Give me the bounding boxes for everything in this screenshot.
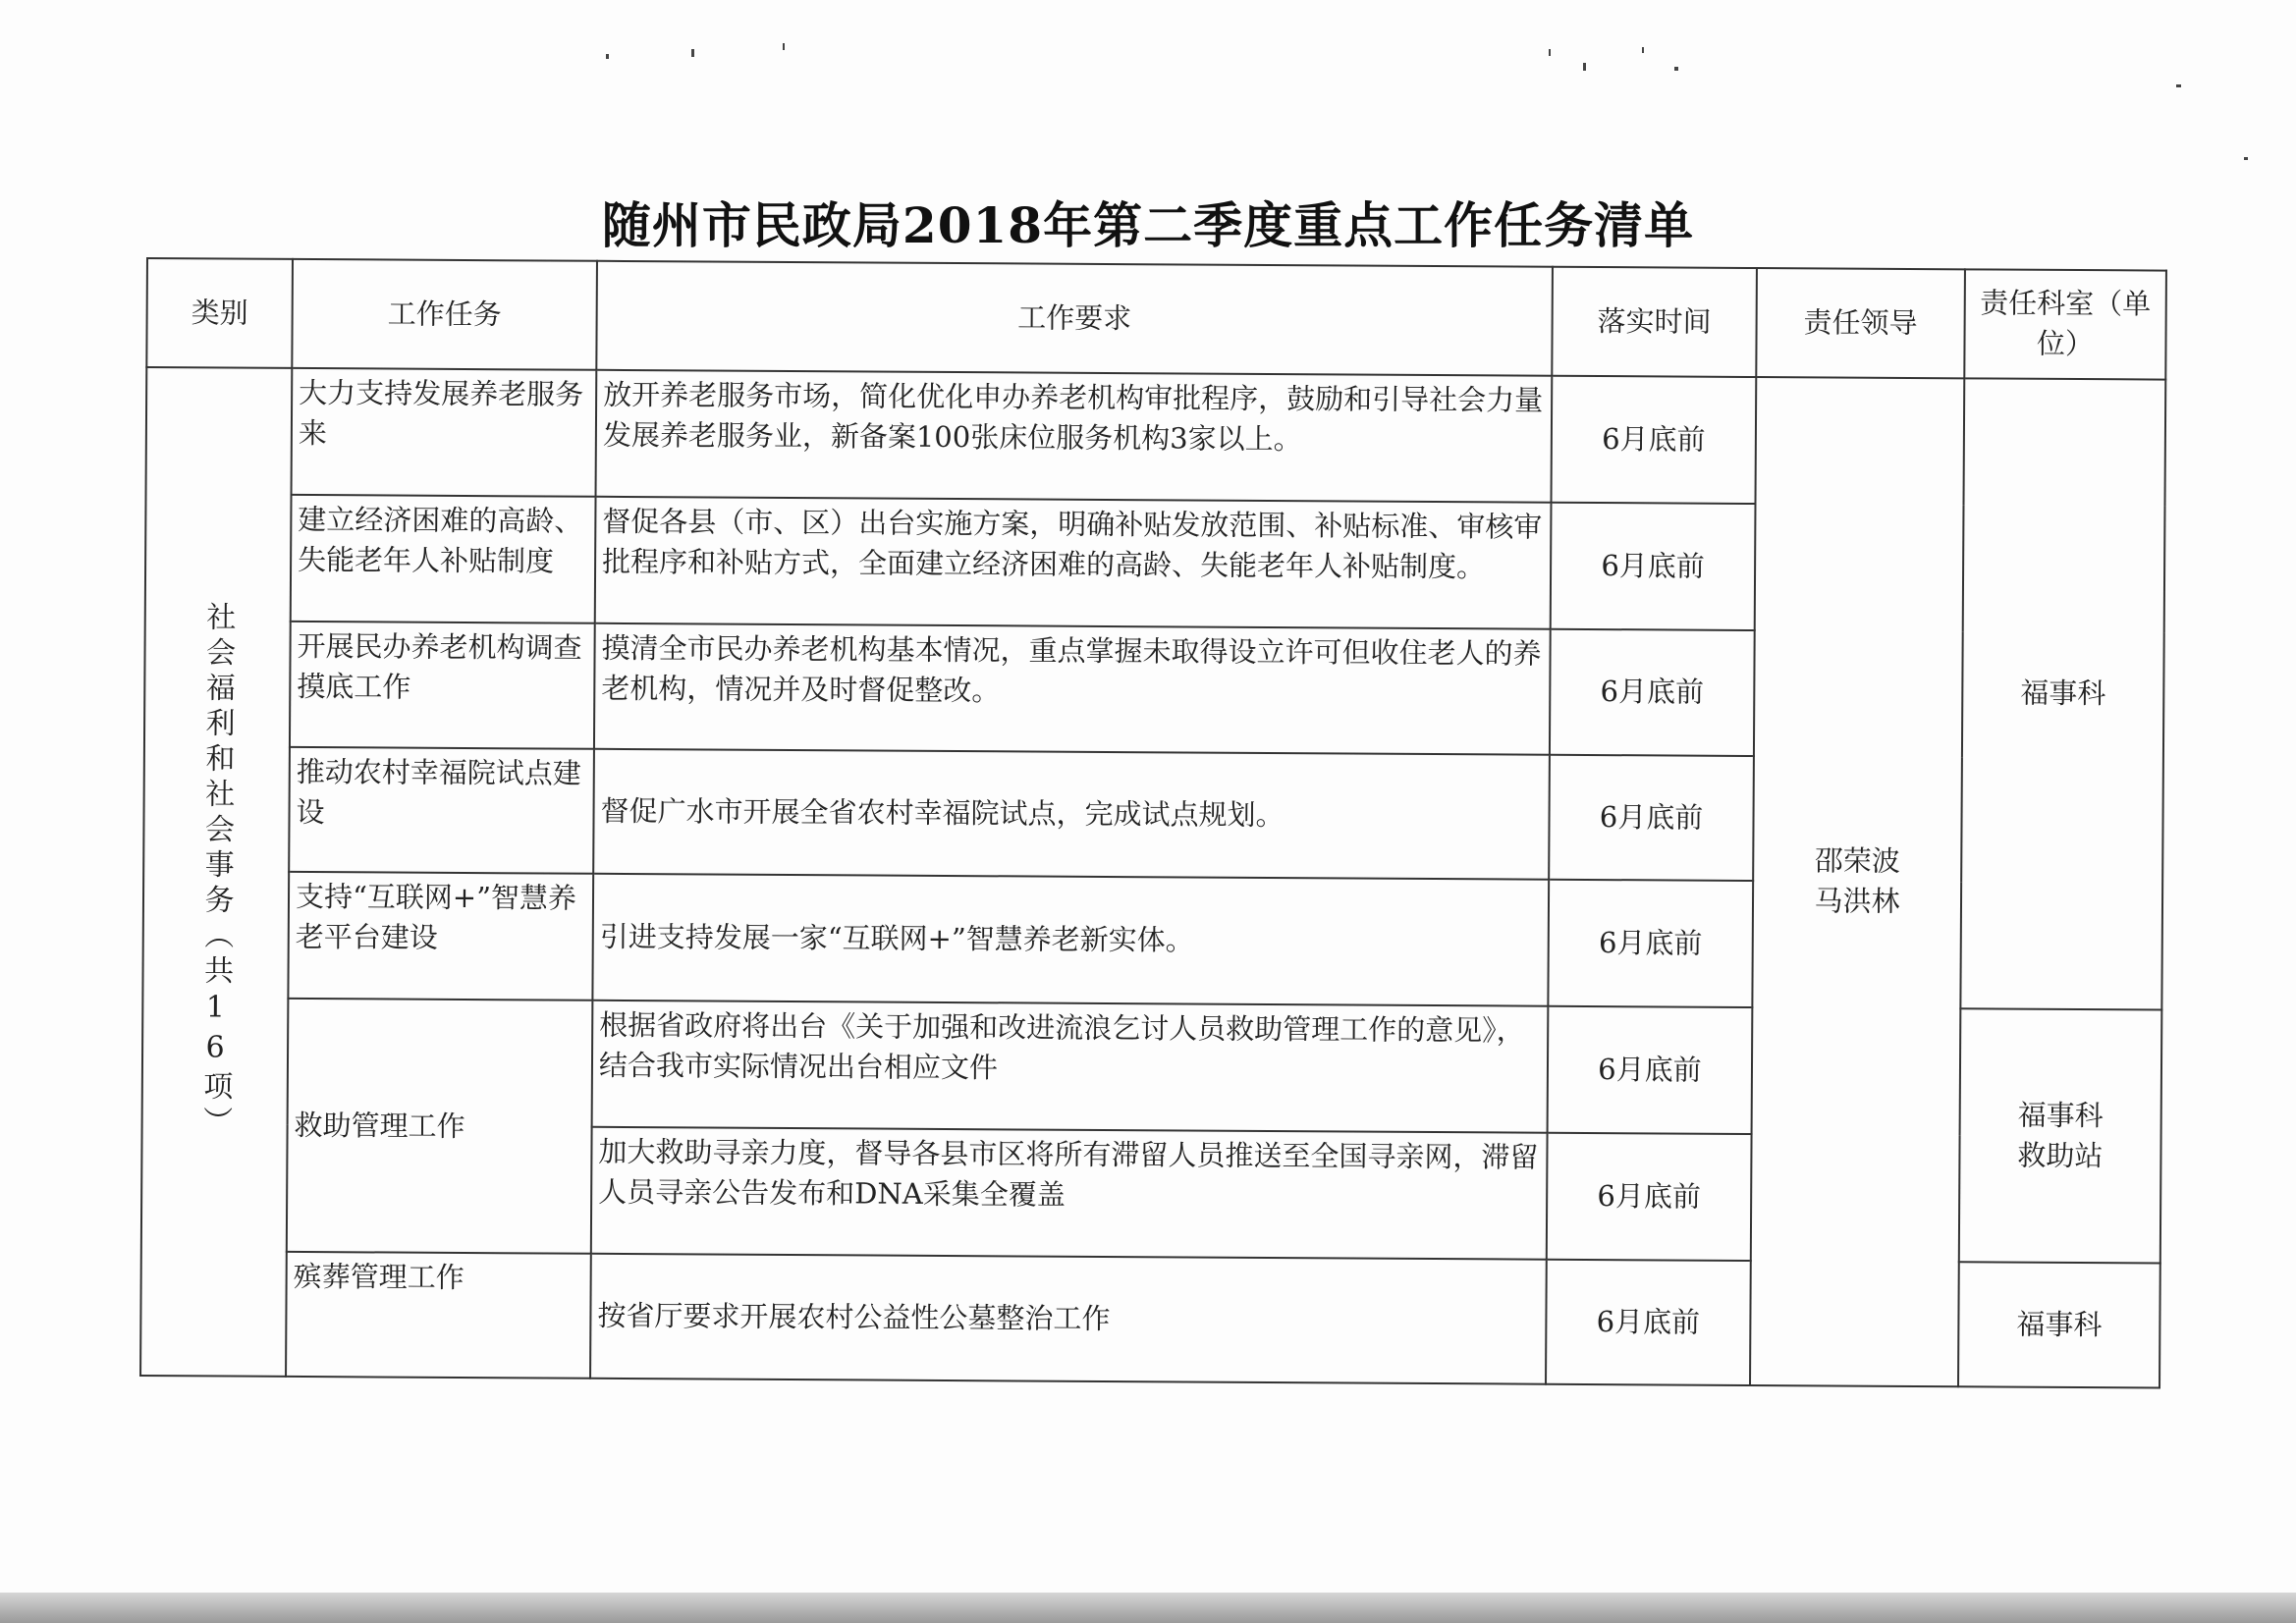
scan-speck <box>1549 49 1551 56</box>
table-header-row <box>146 258 2166 379</box>
deadline-cell: 6月底前 <box>1549 755 1754 881</box>
table-row <box>146 367 2166 506</box>
page-title: 随州市民政局2018年第二季度重点工作任务清单 <box>601 196 1695 254</box>
scan-speck <box>1642 47 1644 53</box>
department-cell-funeral <box>1958 1262 2160 1387</box>
scan-speck <box>2176 84 2181 87</box>
scan-speck <box>606 54 609 59</box>
deadline-cell: 6月底前 <box>1547 1133 1752 1261</box>
task-cell: 建立经济困难的高龄、失能老年人补贴制度 <box>291 495 596 623</box>
requirement-cell: 根据省政府将出台《关于加强和改进流浪乞讨人员救助管理工作的意见》，结合我市实际情况出台相应文件 <box>592 1001 1549 1133</box>
deadline-cell: 6月底前 <box>1546 1260 1751 1385</box>
task-cell: 救助管理工作 <box>287 999 593 1254</box>
deadline-cell: 6月底前 <box>1548 880 1753 1007</box>
leader-names: 邵荣波 马洪林 <box>1814 843 1900 919</box>
requirement-cell: 加大救助寻亲力度，督导各县市区将所有滞留人员推送至全国寻亲网，滞留人员寻亲公告发布和DNA采集全覆盖 <box>591 1127 1548 1260</box>
header-requirement: 工作要求 <box>596 261 1553 376</box>
requirement-cell: 摸清全市民办养老机构基本情况，重点掌握未取得设立许可但收住老人的养老机构，情况并及时督促整改。 <box>594 622 1551 755</box>
requirement-cell: 按省厅要求开展农村公益性公墓整治工作 <box>590 1254 1547 1384</box>
scan-speck <box>1674 67 1678 71</box>
requirement-cell: 引进支持发展一家“互联网+”智慧养老新实体。 <box>592 874 1549 1006</box>
task-cell: 殡葬管理工作 <box>286 1252 591 1379</box>
task-cell: 大力支持发展养老服务来 <box>292 368 597 497</box>
task-cell: 开展民办养老机构调查摸底工作 <box>290 621 595 749</box>
deadline-cell: 6月底前 <box>1552 376 1757 504</box>
requirement-cell: 放开养老服务市场，简化优化申办养老机构审批程序，鼓励和引导社会力量发展养老服务业，新备案100张床位服务机构3家以上。 <box>596 370 1553 503</box>
department-welfare: 福事科 <box>2020 676 2106 711</box>
header-category: 类别 <box>146 258 293 368</box>
header-department: 责任科室（单位） <box>1964 269 2166 379</box>
scan-speck <box>783 43 785 50</box>
deadline-cell: 6月底前 <box>1551 502 1756 629</box>
department-relief: 福事科 救助站 <box>2017 1098 2104 1173</box>
requirement-cell: 督促各县（市、区）出台实施方案，明确补贴发放范围、补贴标准、审核审批程序和补贴方式，全面建立经济困难的高龄、失能老年人补贴制度。 <box>595 496 1552 628</box>
scan-speck <box>2244 157 2248 160</box>
requirement-cell: 督促广水市开展全省农村幸福院试点，完成试点规划。 <box>593 749 1550 880</box>
category-label: 社会福利和社会事务（共16项） <box>196 601 236 1142</box>
category-cell <box>140 367 292 1377</box>
header-deadline: 落实时间 <box>1552 267 1757 377</box>
scan-speck <box>691 49 694 57</box>
deadline-cell: 6月底前 <box>1550 628 1755 756</box>
department-funeral: 福事科 <box>2016 1307 2103 1342</box>
task-cell: 支持“互联网+”智慧养老平台建设 <box>288 872 593 1001</box>
department-cell-relief <box>1959 1009 2162 1264</box>
scan-speck <box>1583 63 1586 71</box>
task-cell: 推动农村幸福院试点建设 <box>289 747 594 874</box>
scan-bottom-edge <box>0 1593 2296 1623</box>
header-task: 工作任务 <box>292 259 597 370</box>
task-table <box>139 257 2167 1389</box>
header-leader: 责任领导 <box>1756 268 1965 378</box>
leader-cell <box>1750 377 1964 1387</box>
department-cell-welfare <box>1960 378 2165 1010</box>
deadline-cell: 6月底前 <box>1548 1006 1753 1134</box>
